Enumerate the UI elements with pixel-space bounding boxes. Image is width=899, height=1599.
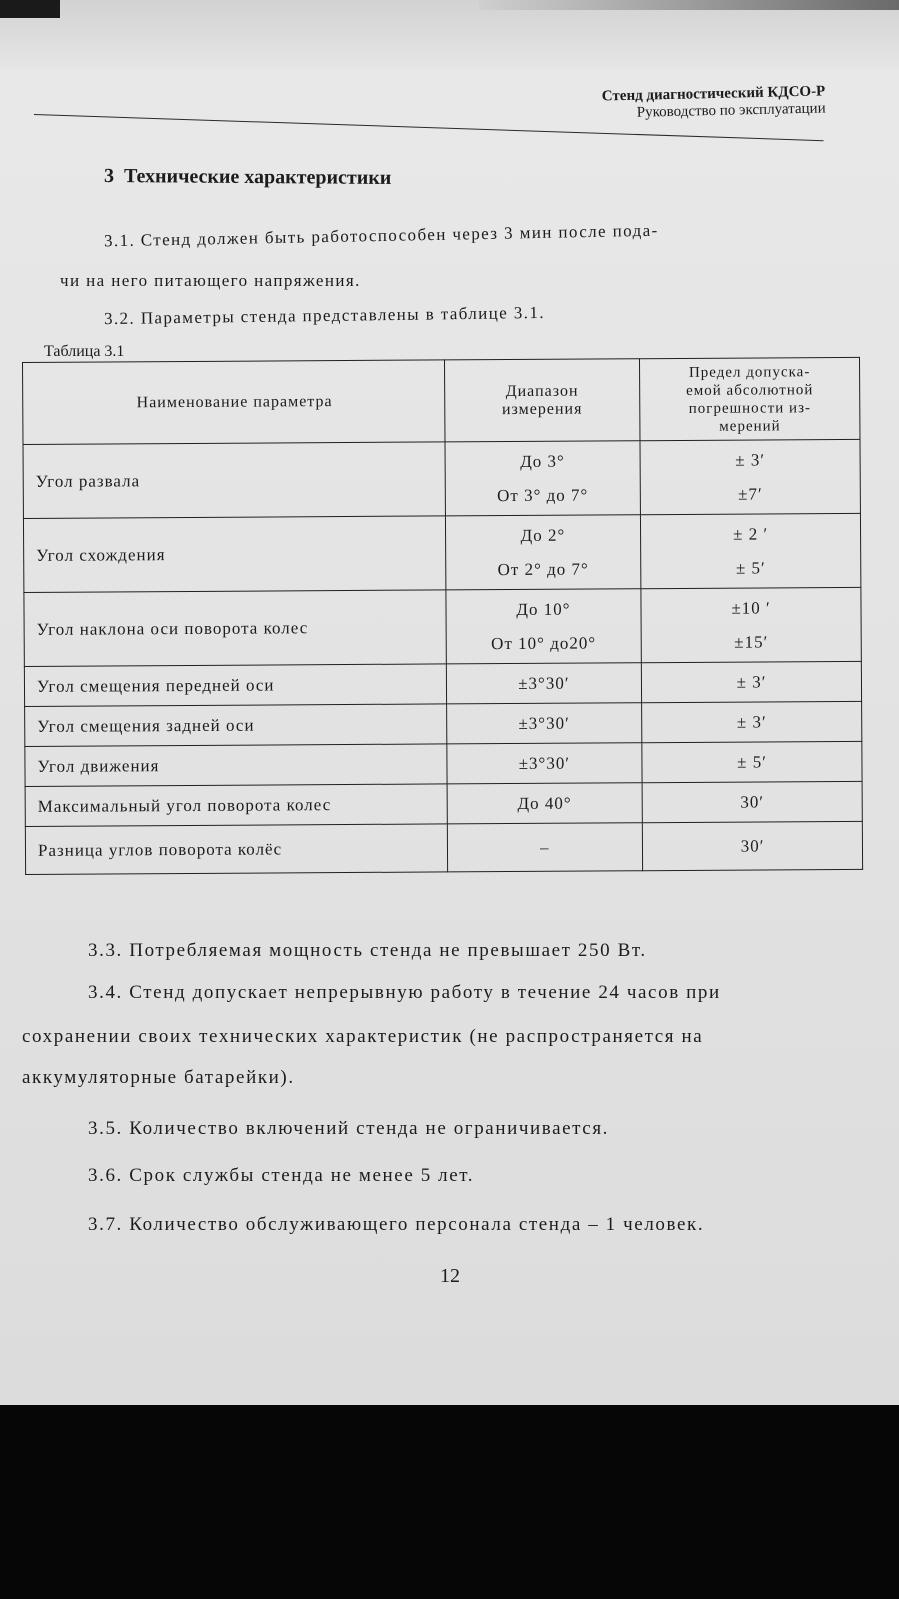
error-value: 30′ xyxy=(642,821,862,870)
error-value: ±15′ xyxy=(734,631,769,652)
header-error-line4: мерений xyxy=(719,417,781,435)
header-error-line1: Предел допуска- xyxy=(688,363,811,381)
paragraph-3-1-line1: 3.1. Стенд должен быть работоспособен через 3 мин после пода- xyxy=(103,220,659,251)
page-header xyxy=(601,83,825,122)
error-value: ±10 ′ xyxy=(731,597,771,618)
table-row xyxy=(23,513,860,592)
paragraph-3-3: 3.3. Потребляемая мощность стенда не превышает 250 Вт. xyxy=(88,940,647,961)
range-value: До 3° xyxy=(520,451,565,471)
header-error xyxy=(640,357,860,440)
paragraph-3-1-line2: чи на него питающего напряжения. xyxy=(60,271,361,290)
row-range xyxy=(446,589,642,664)
header-error-line2: емой абсолютной xyxy=(686,381,814,399)
header-error-line3: погрешности из- xyxy=(688,399,812,417)
header-range-line1: Диапазон xyxy=(505,382,579,400)
table-row xyxy=(23,439,860,518)
row-name: Разница углов поворота колёс xyxy=(25,824,447,875)
paragraph-3-4-line2: сохранении своих технических характеристик (не распространяется на xyxy=(22,1026,704,1047)
parameters-table xyxy=(22,357,863,875)
error-value: ± 5′ xyxy=(735,557,766,578)
error-value: ±7′ xyxy=(738,483,763,504)
table-row xyxy=(25,741,862,786)
paragraph-3-4-line1: 3.4. Стенд допускает непрерывную работу в течение 24 часов при xyxy=(88,982,721,1003)
range-value: ±3°30′ xyxy=(447,743,643,784)
table-row xyxy=(24,587,861,666)
background-corner xyxy=(0,0,60,18)
error-value: ± 3′ xyxy=(641,661,861,702)
paragraph-3-2: 3.2. Параметры стенда представлены в таблице 3.1. xyxy=(103,302,546,329)
row-error xyxy=(640,439,860,514)
row-name: Угол схождения xyxy=(23,516,445,593)
table-row xyxy=(25,701,862,746)
table-header-row xyxy=(23,357,860,444)
page-number: 12 xyxy=(440,1265,460,1287)
paragraph-3-6: 3.6. Срок службы стенда не менее 5 лет. xyxy=(88,1165,475,1186)
section-number: 3 xyxy=(103,164,115,188)
table-row xyxy=(24,661,861,706)
header-subtitle: Руководство по эксплуатации xyxy=(636,100,826,121)
row-name: Угол смещения задней оси xyxy=(25,704,447,747)
row-error xyxy=(641,587,861,662)
table-row xyxy=(25,821,862,874)
error-value: ± 3′ xyxy=(735,449,766,470)
paragraph-3-5: 3.5. Количество включений стенда не ограничивается. xyxy=(88,1118,610,1139)
range-value: До 10° xyxy=(516,599,571,619)
row-name: Угол развала xyxy=(23,442,445,519)
section-title: Технические характеристики xyxy=(123,165,392,190)
error-value: 30′ xyxy=(642,781,862,822)
row-name: Угол движения xyxy=(25,744,447,787)
table-row xyxy=(25,781,862,826)
background-edge xyxy=(479,0,899,10)
row-error xyxy=(641,513,861,588)
table-caption: Таблица 3.1 xyxy=(44,343,125,360)
header-range xyxy=(444,359,640,442)
range-value: До 2° xyxy=(520,525,566,545)
header-name: Наименование параметра xyxy=(23,360,445,445)
error-value: ± 3′ xyxy=(642,701,862,742)
parameters-table-wrapper xyxy=(22,357,873,875)
row-name: Максимальный угол поворота колес xyxy=(25,784,447,827)
page-top-shade xyxy=(0,0,899,70)
range-value: До 40° xyxy=(447,783,643,824)
range-value: От 3° до 7° xyxy=(497,485,589,505)
range-value: ±3°30′ xyxy=(446,663,642,704)
range-value: ±3°30′ xyxy=(446,703,642,744)
row-name: Угол наклона оси поворота колес xyxy=(24,590,446,667)
row-name: Угол смещения передней оси xyxy=(24,664,446,707)
paragraph-3-4-line3: аккумуляторные батарейки). xyxy=(22,1067,295,1088)
header-range-line2: измерения xyxy=(501,400,583,418)
paragraph-3-7: 3.7. Количество обслуживающего персонала стенда – 1 человек. xyxy=(88,1214,705,1235)
range-value: От 10° до20° xyxy=(491,632,597,653)
range-value: – xyxy=(447,823,643,872)
range-value: От 2° до 7° xyxy=(497,559,589,579)
error-value: ± 2 ′ xyxy=(733,523,769,544)
error-value: ± 5′ xyxy=(642,741,862,782)
header-title: Стенд диагностический КДСО-Р xyxy=(601,83,825,105)
section-heading xyxy=(104,165,391,190)
row-range xyxy=(445,515,641,590)
row-range xyxy=(445,441,641,516)
